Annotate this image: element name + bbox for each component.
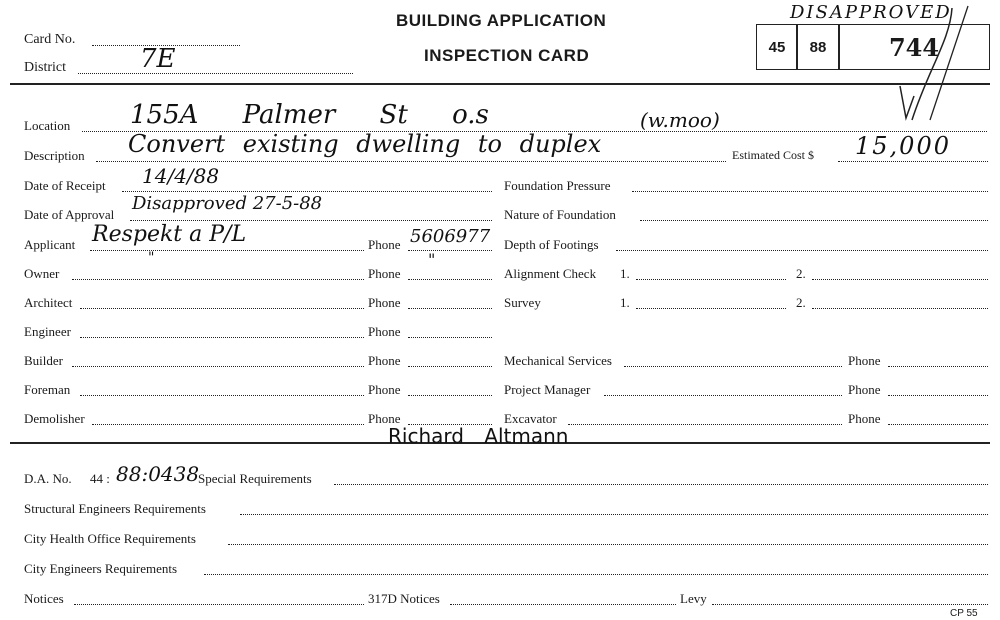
form-title-line2: INSPECTION CARD	[424, 46, 590, 65]
applicant-phone-label: Phone	[368, 237, 401, 252]
survey-1-field[interactable]	[636, 308, 786, 309]
mechanical-services-label: Mechanical Services	[504, 353, 612, 368]
card-box-45	[756, 24, 798, 70]
alignment-check-label: Alignment Check	[504, 266, 597, 281]
foreman-label: Foreman	[24, 382, 71, 397]
owner-phone-field[interactable]	[408, 279, 492, 280]
date-approval-label: Date of Approval	[24, 207, 115, 222]
builder-phone-label: Phone	[368, 353, 401, 368]
alignment-num-1: 1.	[620, 266, 630, 281]
mechanical-services-field[interactable]	[624, 366, 842, 367]
estimated-cost-field[interactable]	[838, 161, 988, 162]
excavator-label: Excavator	[504, 411, 557, 426]
header-divider	[10, 83, 990, 85]
location-label: Location	[24, 118, 71, 133]
card-box-number	[838, 24, 990, 70]
date-approval-value: Disapproved 27-5-88	[132, 193, 323, 214]
card-no-label: Card No.	[24, 32, 76, 47]
health-requirements-field[interactable]	[228, 544, 988, 545]
card-box-45-value: 45	[768, 38, 786, 56]
date-approval-field[interactable]	[130, 220, 492, 221]
engineer-label: Engineer	[24, 324, 71, 339]
architect-phone-label: Phone	[368, 295, 401, 310]
survey-2-field[interactable]	[812, 308, 988, 309]
nature-foundation-label: Nature of Foundation	[504, 207, 616, 222]
alignment-check-1-field[interactable]	[636, 279, 786, 280]
card-number-value: 744	[888, 32, 940, 62]
health-requirements-label: City Health Office Requirements	[24, 531, 196, 546]
notices-317d-label: 317D Notices	[368, 591, 440, 606]
card-box-88-value: 88	[809, 38, 827, 56]
owner-label: Owner	[24, 266, 60, 281]
notices-field[interactable]	[74, 604, 364, 605]
applicant-phone-field[interactable]	[408, 250, 492, 251]
date-receipt-value: 14/4/88	[142, 164, 220, 188]
structural-requirements-label: Structural Engineers Requirements	[24, 501, 206, 516]
architect-field[interactable]	[80, 308, 364, 309]
excavator-phone-label: Phone	[848, 411, 881, 426]
foreman-field[interactable]	[80, 395, 364, 396]
estimated-cost-label: Estimated Cost $	[732, 148, 814, 162]
estimated-cost-value: 15,000	[855, 132, 951, 160]
project-manager-label: Project Manager	[504, 382, 591, 397]
date-receipt-field[interactable]	[122, 191, 492, 192]
applicant-value: Respekt a P/L	[92, 222, 247, 247]
excavator-phone-field[interactable]	[888, 424, 988, 425]
demolisher-label: Demolisher	[24, 411, 85, 426]
project-manager-field[interactable]	[604, 395, 842, 396]
date-receipt-label: Date of Receipt	[24, 178, 106, 193]
applicant-label: Applicant	[24, 237, 76, 252]
engineer-phone-field[interactable]	[408, 337, 492, 338]
foundation-pressure-label: Foundation Pressure	[504, 178, 611, 193]
architect-label: Architect	[24, 295, 73, 310]
owner-field[interactable]	[72, 279, 364, 280]
mechanical-phone-field[interactable]	[888, 366, 988, 367]
form-title-line1: BUILDING APPLICATION	[396, 11, 607, 30]
alignment-num-2: 2.	[796, 266, 806, 281]
structural-requirements-field[interactable]	[240, 514, 988, 515]
inspector-signature: Richard Altmann	[388, 424, 569, 448]
location-value: 155A Palmer St o.s	[130, 100, 489, 130]
description-value: Convert existing dwelling to duplex	[128, 130, 602, 158]
owner-phone-ditto-mark: "	[428, 250, 436, 269]
survey-num-1: 1.	[620, 295, 630, 310]
location-note: (w.moo)	[640, 108, 720, 132]
special-requirements-label: Special Requirements	[198, 471, 312, 486]
disapproved-stamp: DISAPPROVED	[790, 2, 952, 23]
builder-phone-field[interactable]	[408, 366, 492, 367]
city-engineers-requirements-label: City Engineers Requirements	[24, 561, 178, 576]
survey-label: Survey	[504, 295, 541, 310]
description-field[interactable]	[96, 161, 726, 162]
mechanical-phone-label: Phone	[848, 353, 881, 368]
architect-phone-field[interactable]	[408, 308, 492, 309]
da-no-label: D.A. No.	[24, 471, 72, 486]
builder-field[interactable]	[72, 366, 364, 367]
da-no-value: 88:0438	[116, 462, 200, 486]
foundation-pressure-field[interactable]	[632, 191, 988, 192]
notices-label: Notices	[24, 591, 64, 606]
demolisher-field[interactable]	[92, 424, 364, 425]
applicant-field[interactable]	[90, 250, 364, 251]
levy-label: Levy	[680, 591, 707, 606]
project-manager-phone-label: Phone	[848, 382, 881, 397]
levy-field[interactable]	[712, 604, 988, 605]
da-no-prefix: 44 :	[90, 471, 110, 486]
project-manager-phone-field[interactable]	[888, 395, 988, 396]
applicant-phone-value: 5606977	[410, 226, 491, 247]
card-box-88	[796, 24, 840, 70]
owner-ditto-mark: "	[148, 250, 155, 266]
depth-footings-field[interactable]	[616, 250, 988, 251]
survey-num-2: 2.	[796, 295, 806, 310]
owner-phone-label: Phone	[368, 266, 401, 281]
special-requirements-field[interactable]	[334, 484, 988, 485]
notices-317d-field[interactable]	[450, 604, 676, 605]
nature-foundation-field[interactable]	[640, 220, 988, 221]
engineer-field[interactable]	[80, 337, 364, 338]
demolisher-phone-label: Phone	[368, 411, 401, 426]
district-label: District	[24, 60, 66, 75]
foreman-phone-label: Phone	[368, 382, 401, 397]
depth-footings-label: Depth of Footings	[504, 237, 599, 252]
foreman-phone-field[interactable]	[408, 395, 492, 396]
description-label: Description	[24, 148, 85, 163]
alignment-check-2-field[interactable]	[812, 279, 988, 280]
builder-label: Builder	[24, 353, 63, 368]
district-value: 7E	[140, 44, 176, 74]
engineer-phone-label: Phone	[368, 324, 401, 339]
excavator-field[interactable]	[568, 424, 842, 425]
city-engineers-requirements-field[interactable]	[204, 574, 988, 575]
form-code: CP 55	[950, 608, 978, 619]
